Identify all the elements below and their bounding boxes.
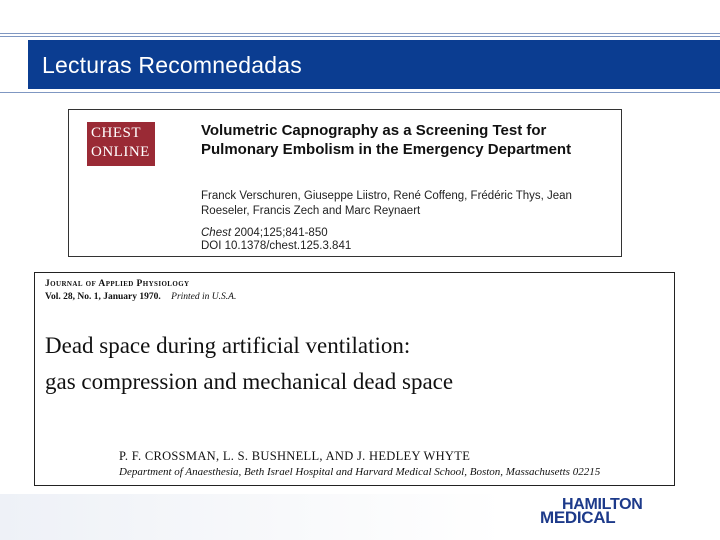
- top-rule: [0, 33, 720, 34]
- article-doi: DOI 10.1378/chest.125.3.841: [201, 240, 352, 252]
- slide-title: Lecturas Recomnedadas: [42, 52, 302, 78]
- article-title-line2: gas compression and mechanical dead space: [45, 369, 454, 394]
- article-title: [45, 328, 665, 400]
- journal-name: Journal of Applied Physiology: [45, 279, 190, 289]
- article-card-jap: [34, 272, 675, 486]
- top-rule-secondary: [0, 36, 720, 37]
- article-card-chest: [68, 109, 622, 257]
- article-affiliation: Department of Anaesthesia, Beth Israel Hospital and Harvard Medical School, Boston, Massachusetts 02215: [119, 466, 601, 478]
- article-title-line1: Dead space during artificial ventilation:: [45, 333, 411, 358]
- citation-details: 2004;125;841-850: [231, 227, 328, 239]
- article-authors: P. F. CROSSMAN, L. S. BUSHNELL, AND J. HEDLEY WHYTE: [119, 449, 471, 463]
- title-separator: [0, 92, 720, 93]
- article-title: Volumetric Capnography as a Screening Test for Pulmonary Embolism in the Emergency Department: [201, 122, 572, 158]
- volume-info: Vol. 28, No. 1, January 1970.: [45, 292, 161, 302]
- logo-line1: HAMILTON: [562, 496, 643, 513]
- journal-name: Chest: [201, 227, 232, 239]
- chest-online-logo: CHEST ONLINE: [87, 122, 155, 166]
- hamilton-medical-logo: [540, 496, 695, 526]
- volume-line: [45, 292, 236, 302]
- printed-note: Printed in U.S.A.: [171, 292, 237, 302]
- article-citation: [201, 227, 611, 253]
- title-bar: [28, 40, 720, 89]
- logo-line2: MEDICAL: [540, 508, 616, 527]
- article-authors: Franck Verschuren, Giuseppe Liistro, René Coffeng, Frédéric Thys, Jean Roeseler, Francis Zech and Marc Reynaert: [201, 190, 572, 217]
- journal-header: [45, 279, 190, 289]
